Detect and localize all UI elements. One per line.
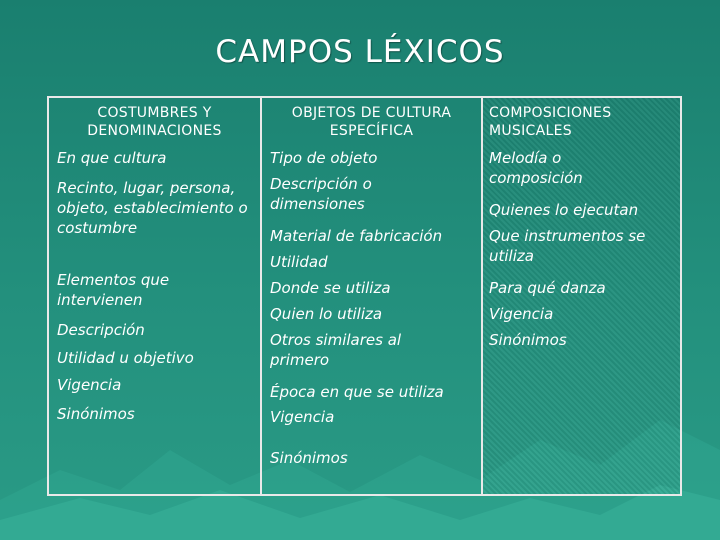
list-item: Melodía o composición [489,149,583,187]
header-line: COSTUMBRES Y [97,105,212,121]
list-item: Tipo de objeto [270,149,378,167]
page-title: CAMPOS LÉXICOS [215,34,505,70]
list-item: Quien lo utiliza [270,305,383,323]
list-item: Sinónimos [489,331,567,349]
column-composiciones [481,98,680,494]
list-item: Que instrumentos se utiliza [489,227,646,265]
list-item: Descripción o dimensiones [270,175,372,213]
lexical-fields-table [47,96,682,496]
column-header [49,104,260,140]
list-item: Vigencia [57,376,122,394]
list-item: Material de fabricación [270,227,443,245]
header-line: OBJETOS DE CULTURA [291,105,452,121]
list-item: Utilidad [270,253,328,271]
list-item: Para qué danza [489,279,606,297]
list-item: Elementos que intervienen [57,271,170,309]
list-item: En que cultura [57,149,167,167]
list-item: Descripción [57,321,145,339]
list-item: Otros similares al primero [270,331,402,369]
list-item: Vigencia [489,305,554,323]
list-item: Sinónimos [57,405,135,423]
column-header [262,104,481,140]
column-objetos [260,98,481,494]
column-header [483,104,680,140]
list-item: Recinto, lugar, persona, objeto, establecimiento o costumbre [57,179,248,237]
header-line: MUSICALES [489,123,572,139]
header-line: ESPECÍFICA [329,123,414,139]
list-item: Época en que se utiliza [270,383,444,401]
list-item: Donde se utiliza [270,279,391,297]
list-item: Quienes lo ejecutan [489,201,639,219]
list-item: Sinónimos [270,449,348,467]
list-item: Vigencia [270,408,335,426]
header-line: COMPOSICIONES [489,105,612,121]
column-costumbres [49,98,260,494]
list-item: Utilidad u objetivo [57,349,194,367]
header-line: DENOMINACIONES [87,123,222,139]
